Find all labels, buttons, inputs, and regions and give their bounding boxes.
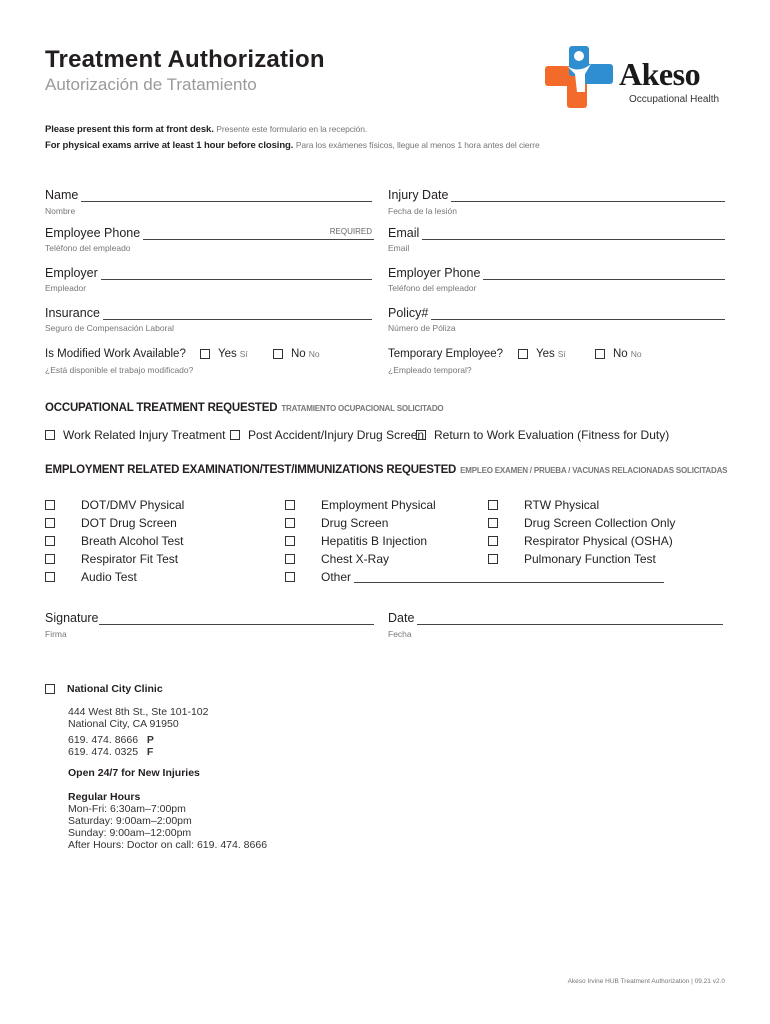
clinic-name: National City Clinic bbox=[67, 683, 163, 695]
insurance-field bbox=[45, 306, 372, 320]
required-note: REQUIRED bbox=[329, 227, 372, 236]
employment-heading-es: EMPLEO EXAMEN / PRUEBA / VACUNAS RELACIONADAS SOLICITADAS bbox=[460, 466, 728, 475]
employer-phone-field bbox=[388, 266, 725, 280]
injury-date-input-line[interactable] bbox=[451, 189, 725, 202]
checkbox[interactable] bbox=[45, 536, 55, 546]
clinic-hours-line: Sunday: 9:00am–12:00pm bbox=[68, 827, 192, 839]
option-label: Chest X-Ray bbox=[321, 552, 390, 566]
instruction-line-1 bbox=[45, 124, 367, 135]
date-label: Date bbox=[388, 611, 415, 625]
signature-input-line[interactable] bbox=[99, 612, 374, 625]
checkbox[interactable] bbox=[488, 554, 498, 564]
akeso-logo bbox=[545, 44, 730, 110]
option-label: Other bbox=[321, 570, 352, 584]
employer-field bbox=[45, 266, 372, 280]
email-input-line[interactable] bbox=[422, 227, 725, 240]
option-label: Pulmonary Function Test bbox=[524, 552, 656, 566]
instruction-es: Presente este formulario en la recepción. bbox=[216, 124, 368, 134]
option-label: RTW Physical bbox=[524, 498, 600, 512]
clinic-hours-line: After Hours: Doctor on call: 619. 474. 8666 bbox=[68, 839, 268, 851]
work-related-injury-option[interactable] bbox=[45, 428, 226, 442]
checkbox[interactable] bbox=[285, 500, 295, 510]
signature-sublabel: Firma bbox=[45, 629, 67, 639]
name-label: Name bbox=[45, 188, 79, 202]
option-label: Breath Alcohol Test bbox=[81, 534, 184, 548]
no-es-label: No bbox=[308, 349, 320, 359]
signature-label: Signature bbox=[45, 611, 99, 625]
checkbox[interactable] bbox=[488, 500, 498, 510]
instruction-en: For physical exams arrive at least 1 hour before closing. bbox=[45, 140, 294, 151]
employee-phone-sublabel: Teléfono del empleado bbox=[45, 243, 131, 253]
option-label: Work Related Injury Treatment bbox=[63, 428, 226, 442]
yes-es-label: Sí bbox=[557, 349, 566, 359]
checkbox[interactable] bbox=[230, 430, 240, 440]
employer-sublabel: Empleador bbox=[45, 283, 87, 293]
employment-col-1 bbox=[45, 496, 184, 586]
date-field bbox=[388, 611, 723, 625]
checkbox[interactable] bbox=[45, 518, 55, 528]
checkbox[interactable] bbox=[285, 518, 295, 528]
name-input-line[interactable] bbox=[81, 189, 372, 202]
email-label: Email bbox=[388, 226, 420, 240]
instruction-en: Please present this form at front desk. bbox=[45, 124, 214, 135]
option-label: Drug Screen Collection Only bbox=[524, 516, 676, 530]
fax-tag: F bbox=[146, 746, 154, 758]
option-label: Audio Test bbox=[81, 570, 137, 584]
checkbox[interactable] bbox=[45, 554, 55, 564]
employer-phone-sublabel: Teléfono del empleador bbox=[388, 283, 477, 293]
email-field bbox=[388, 226, 725, 240]
fax-number: 619. 474. 0325 bbox=[68, 746, 139, 758]
list-item[interactable] bbox=[488, 496, 675, 514]
temporary-employee-no[interactable] bbox=[595, 348, 642, 360]
employee-phone-input-line[interactable] bbox=[143, 227, 374, 240]
list-item[interactable] bbox=[45, 568, 184, 586]
temporary-employee-label: Temporary Employee? bbox=[388, 348, 504, 360]
phone-number: 619. 474. 8666 bbox=[68, 734, 139, 746]
occupational-heading bbox=[45, 402, 443, 414]
instruction-es: Para los exámenes físicos, llegue al menos 1 hora antes del cierre bbox=[295, 140, 540, 150]
checkbox[interactable] bbox=[285, 554, 295, 564]
option-label: DOT/DMV Physical bbox=[81, 498, 185, 512]
logo-name: Akeso bbox=[619, 56, 701, 92]
injury-date-field bbox=[388, 188, 725, 202]
clinic-address-1: 444 West 8th St., Ste 101-102 bbox=[68, 706, 209, 718]
option-label: Employment Physical bbox=[321, 498, 436, 512]
option-label: Respirator Physical (OSHA) bbox=[524, 534, 673, 548]
insurance-input-line[interactable] bbox=[103, 307, 372, 320]
policy-label: Policy# bbox=[388, 306, 429, 320]
checkbox[interactable] bbox=[416, 430, 426, 440]
name-sublabel: Nombre bbox=[45, 206, 76, 216]
post-accident-option[interactable] bbox=[230, 428, 424, 442]
checkbox[interactable] bbox=[200, 349, 210, 359]
name-field bbox=[45, 188, 372, 202]
clinic-address-2: National City, CA 91950 bbox=[68, 718, 179, 730]
no-label: No bbox=[613, 348, 628, 360]
checkbox[interactable] bbox=[285, 572, 295, 582]
date-input-line[interactable] bbox=[417, 612, 723, 625]
employment-heading bbox=[45, 464, 727, 476]
option-label: Respirator Fit Test bbox=[81, 552, 179, 566]
list-item[interactable] bbox=[488, 532, 675, 550]
checkbox[interactable] bbox=[595, 349, 605, 359]
option-label: Return to Work Evaluation (Fitness for Duty) bbox=[434, 428, 670, 442]
phone-tag: P bbox=[146, 734, 154, 746]
checkbox[interactable] bbox=[285, 536, 295, 546]
clinic-hours-line: Saturday: 9:00am–2:00pm bbox=[68, 815, 192, 827]
email-sublabel: Email bbox=[388, 243, 410, 253]
clinic-phone bbox=[68, 734, 365, 746]
footer-text: Akeso Irvine HUB Treatment Authorization | 09.21 v2.0 bbox=[567, 978, 725, 985]
return-to-work-option[interactable] bbox=[416, 428, 669, 442]
list-item[interactable] bbox=[488, 514, 675, 532]
list-item[interactable] bbox=[285, 568, 664, 586]
injury-date-sublabel: Fecha de la lesión bbox=[388, 206, 457, 216]
employee-phone-label: Employee Phone bbox=[45, 226, 141, 240]
yes-es-label: Sí bbox=[239, 349, 248, 359]
option-label: DOT Drug Screen bbox=[81, 516, 177, 530]
employee-phone-field bbox=[45, 226, 374, 240]
checkbox[interactable] bbox=[45, 500, 55, 510]
checkbox[interactable] bbox=[488, 536, 498, 546]
clinic-hours-heading: Regular Hours bbox=[68, 791, 141, 803]
temporary-employee-sublabel: ¿Empleado temporal? bbox=[388, 365, 472, 375]
date-sublabel: Fecha bbox=[388, 629, 412, 639]
checkbox[interactable] bbox=[45, 430, 55, 440]
employer-phone-input-line[interactable] bbox=[483, 267, 725, 280]
insurance-label: Insurance bbox=[45, 306, 100, 320]
option-label: Drug Screen bbox=[321, 516, 389, 530]
signature-field bbox=[45, 611, 374, 625]
checkbox[interactable] bbox=[518, 349, 528, 359]
list-item[interactable] bbox=[45, 496, 184, 514]
no-label: No bbox=[291, 348, 306, 360]
employment-col-3 bbox=[488, 496, 675, 568]
list-item[interactable] bbox=[45, 532, 184, 550]
list-item[interactable] bbox=[488, 550, 675, 568]
occupational-heading-en: OCCUPATIONAL TREATMENT REQUESTED bbox=[45, 402, 278, 414]
policy-field bbox=[388, 306, 725, 320]
employer-input-line[interactable] bbox=[101, 267, 372, 280]
cross-logo-icon bbox=[545, 44, 617, 110]
injury-date-label: Injury Date bbox=[388, 188, 449, 202]
clinic-hours-line: Mon-Fri: 6:30am–7:00pm bbox=[68, 803, 186, 815]
policy-input-line[interactable] bbox=[431, 307, 725, 320]
yes-label: Yes bbox=[218, 348, 237, 360]
logo-subtitle: Occupational Health bbox=[629, 94, 720, 105]
yes-label: Yes bbox=[536, 348, 555, 360]
temporary-employee-yes[interactable] bbox=[518, 348, 566, 360]
list-item[interactable] bbox=[45, 514, 184, 532]
occupational-heading-es: TRATAMIENTO OCUPACIONAL SOLICITADO bbox=[281, 404, 444, 413]
policy-sublabel: Número de Póliza bbox=[388, 323, 456, 333]
instruction-line-2 bbox=[45, 140, 540, 151]
other-input-line[interactable] bbox=[354, 571, 664, 583]
employment-heading-en: EMPLOYMENT RELATED EXAMINATION/TEST/IMMUNIZATIONS REQUESTED bbox=[45, 464, 457, 476]
clinic-fax bbox=[68, 746, 365, 758]
page-subtitle: Autorización de Tratamiento bbox=[45, 75, 257, 94]
clinic-option[interactable] bbox=[45, 683, 365, 695]
modified-work-yes[interactable] bbox=[200, 348, 248, 360]
no-es-label: No bbox=[630, 349, 642, 359]
modified-work-no[interactable] bbox=[273, 348, 320, 360]
list-item[interactable] bbox=[45, 550, 184, 568]
insurance-sublabel: Seguro de Compensación Laboral bbox=[45, 323, 175, 333]
option-label: Post Accident/Injury Drug Screen bbox=[248, 428, 425, 442]
clinic-open-note: Open 24/7 for New Injuries bbox=[68, 767, 200, 779]
checkbox[interactable] bbox=[488, 518, 498, 528]
page-title: Treatment Authorization bbox=[45, 46, 325, 73]
employer-label: Employer bbox=[45, 266, 98, 280]
modified-work-label: Is Modified Work Available? bbox=[45, 348, 186, 360]
modified-work-sublabel: ¿Está disponible el trabajo modificado? bbox=[45, 365, 194, 375]
checkbox[interactable] bbox=[45, 684, 55, 694]
clinic-info bbox=[45, 683, 365, 851]
checkbox[interactable] bbox=[45, 572, 55, 582]
checkbox[interactable] bbox=[273, 349, 283, 359]
employer-phone-label: Employer Phone bbox=[388, 266, 481, 280]
option-label: Hepatitis B Injection bbox=[321, 534, 428, 548]
